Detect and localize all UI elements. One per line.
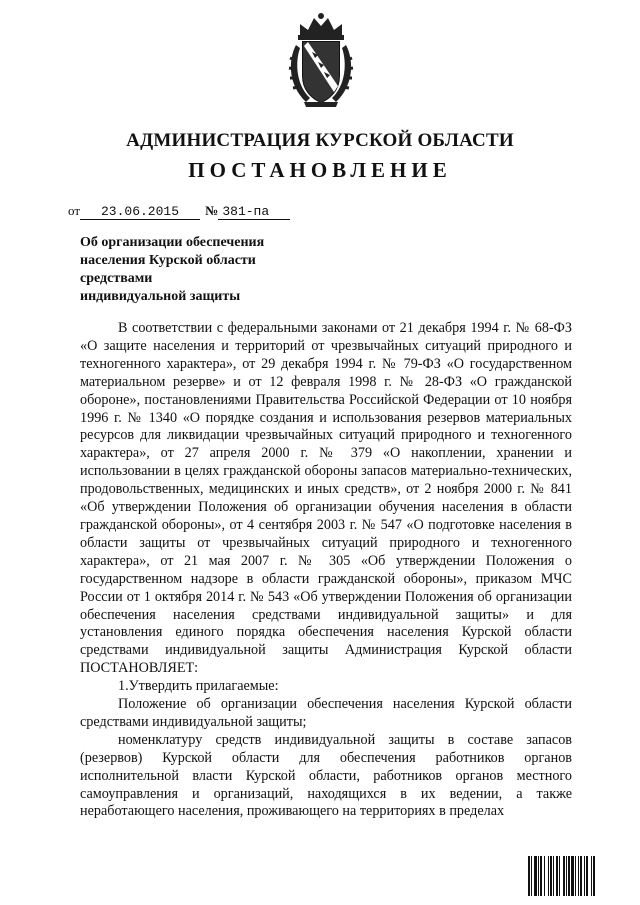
document-subject [80, 234, 264, 306]
subject-line: Об организации обеспечения [80, 235, 265, 250]
coat-of-arms-icon [286, 10, 356, 110]
barcode-icon [528, 856, 628, 896]
subject-line: средствами [80, 271, 153, 286]
document-type: ПОСТАНОВЛЕНИЕ [188, 158, 452, 182]
document-body [80, 320, 572, 821]
clause-1: 1.Утвердить прилагаемые: [118, 678, 279, 695]
number-label: № [205, 203, 219, 218]
clause-1-regulation: Положение об организации обеспечения населения Курской области средствами индивидуальной защиты; [80, 696, 572, 730]
document-number: 381-па [218, 204, 290, 220]
document-date: 23.06.2015 [80, 204, 200, 220]
preamble-paragraph: В соответствии с федеральными законами от 21 декабря 1994 г. № 68-ФЗ «О защите населения и территорий от чрезвычайных ситуаций природного и техногенного характера», от 29 декабря 1994 г. № 79-ФЗ «О государственном материальном резерве» и от 12 февраля 1998 г. № 28-ФЗ «О гражданской обороне», постановлениями Правительства Российской Федерации от 10 ноября 1996 г. № 1340 «О порядке создания и использования резервов материальных ресурсов для ликвидации чрезвычайных ситуаций природного и техногенного характера», от 27 апреля 2000 г. № 379 «О накоплении, хранении и использовании в целях гражданской обороны запасов материально-технических, продовольственных, медицинских и иных средств», от 2 ноября 2000 г. № 841 «Об утверждении Положения об организации обучения населения в области гражданской обороны», от 4 сентября 2003 г. № 547 «О подготовке населения в области защиты от чрезвычайных ситуаций природного и техногенного характера», от 21 мая 2007 г. № 305 «Об утверждении Положения о государственном надзоре в области гражданской обороны», приказом МЧС России от 1 октября 2014 г. № 543 «Об утверждении Положения об организации обеспечения населения средствами индивидуальной защиты» и для установления единого порядка обеспечения населения Курской области средствами индивидуальной защиты Администрация Курской области ПОСТАНОВЛЯЕТ: [80, 320, 572, 677]
subject-line: индивидуальной защиты [80, 289, 241, 304]
date-label: от [68, 203, 81, 218]
subject-line: населения Курской области [80, 253, 256, 268]
date-number-line [68, 203, 290, 220]
clause-1-nomenclature: номенклатуру средств индивидуальной защиты в составе запасов (резервов) Курской области для обеспечения работников органов исполнительной власти Курской области, работников органов местного самоуправления и организаций, находящихся в их ведении, а также неработающего населения, проживающего на территориях в пределах [80, 731, 572, 820]
organization-title: АДМИНИСТРАЦИЯ КУРСКОЙ ОБЛАСТИ [126, 130, 514, 151]
